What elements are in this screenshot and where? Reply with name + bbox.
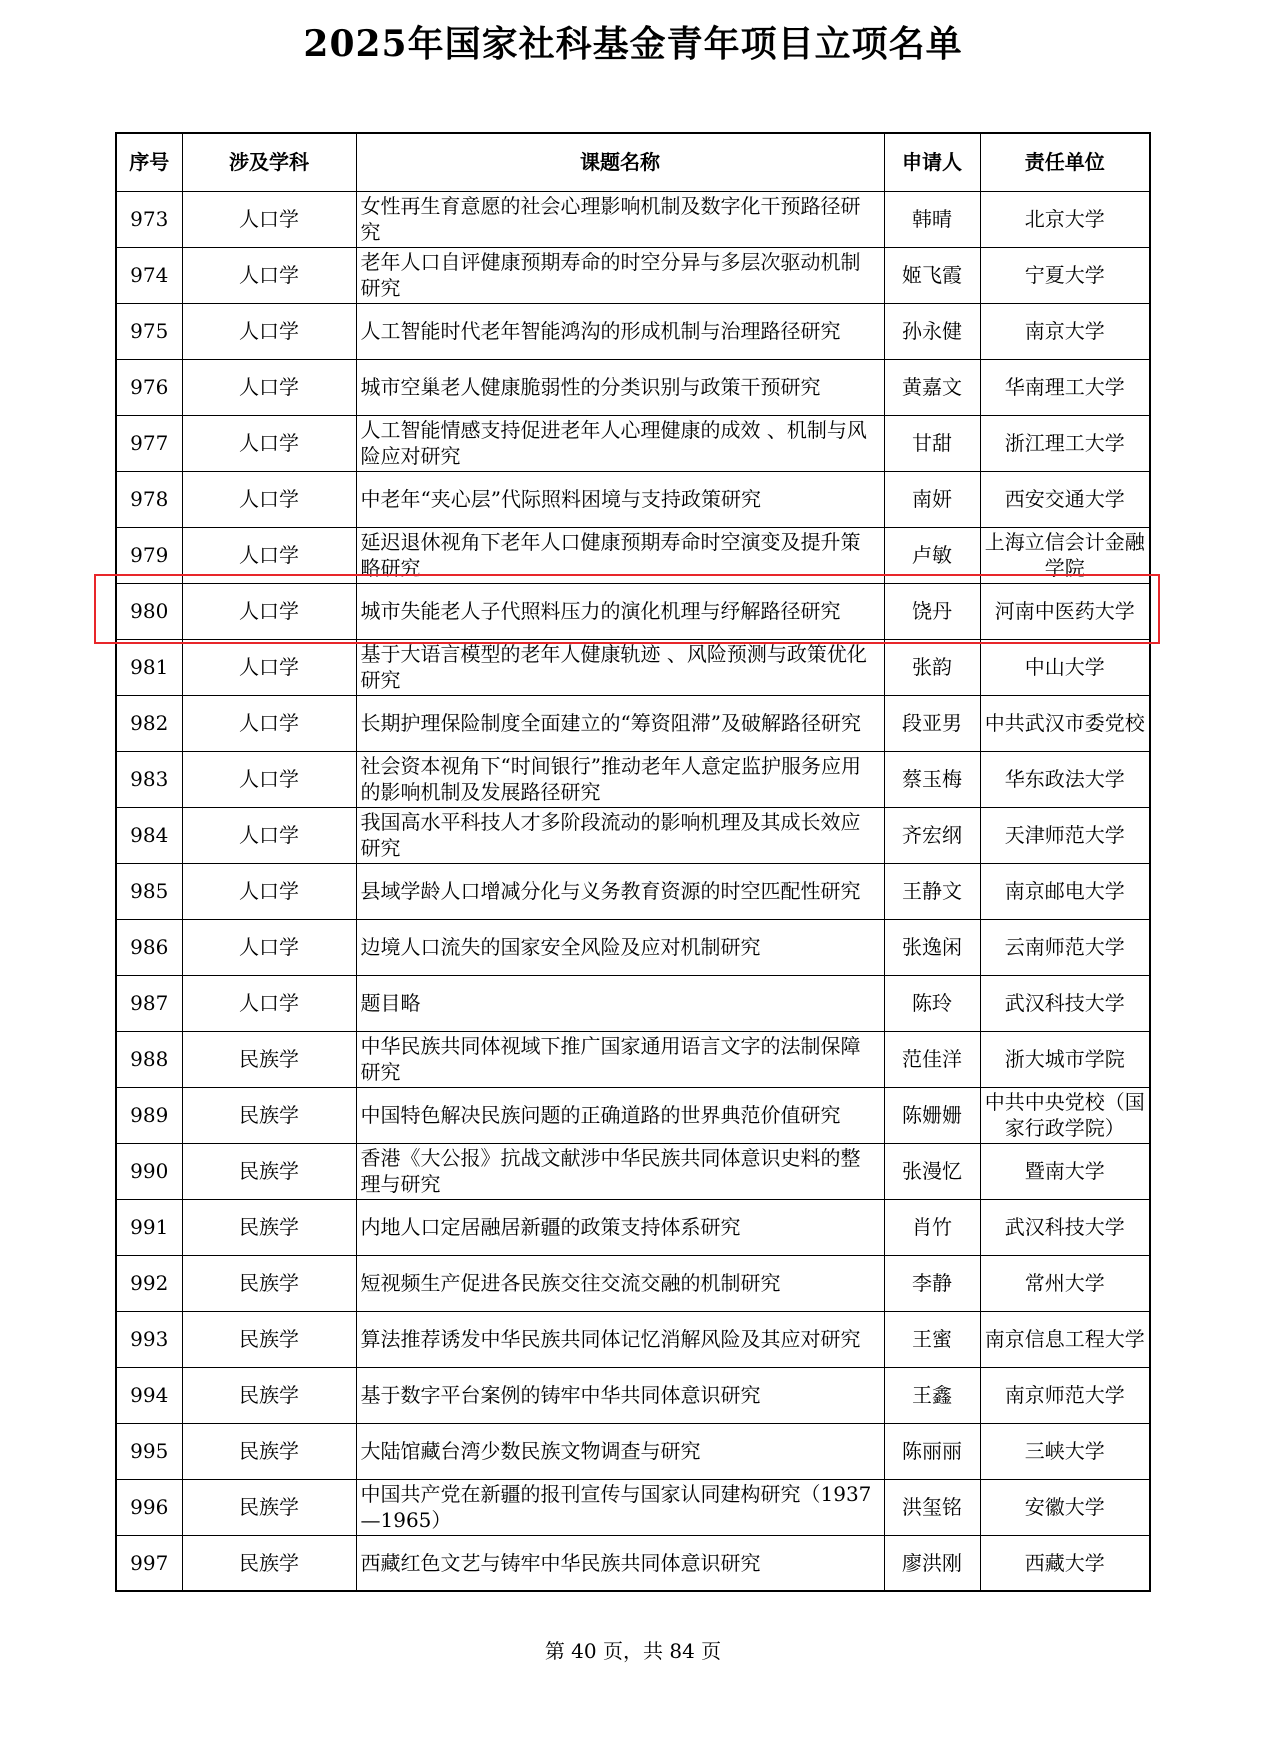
cell-number: 981 (116, 639, 182, 695)
cell-discipline: 人口学 (182, 975, 356, 1031)
cell-applicant: 南妍 (884, 471, 980, 527)
cell-applicant: 李静 (884, 1255, 980, 1311)
cell-topic: 基于数字平台案例的铸牢中华共同体意识研究 (356, 1367, 884, 1423)
cell-discipline: 人口学 (182, 303, 356, 359)
cell-institution: 暨南大学 (980, 1143, 1150, 1199)
cell-discipline: 人口学 (182, 751, 356, 807)
cell-discipline: 人口学 (182, 527, 356, 583)
table-row (116, 695, 1150, 751)
cell-number: 974 (116, 247, 182, 303)
table-row (116, 1479, 1150, 1535)
table-row (116, 415, 1150, 471)
cell-applicant: 饶丹 (884, 583, 980, 639)
cell-institution: 南京大学 (980, 303, 1150, 359)
cell-institution: 天津师范大学 (980, 807, 1150, 863)
table-row (116, 975, 1150, 1031)
cell-number: 989 (116, 1087, 182, 1143)
cell-number: 993 (116, 1311, 182, 1367)
cell-applicant: 韩晴 (884, 191, 980, 247)
cell-number: 997 (116, 1535, 182, 1591)
cell-institution: 常州大学 (980, 1255, 1150, 1311)
cell-applicant: 蔡玉梅 (884, 751, 980, 807)
cell-applicant: 肖竹 (884, 1199, 980, 1255)
table-row (116, 807, 1150, 863)
cell-number: 990 (116, 1143, 182, 1199)
cell-institution: 上海立信会计金融学院 (980, 527, 1150, 583)
cell-institution: 武汉科技大学 (980, 975, 1150, 1031)
cell-topic: 老年人口自评健康预期寿命的时空分异与多层次驱动机制研究 (356, 247, 884, 303)
cell-number: 996 (116, 1479, 182, 1535)
cell-number: 982 (116, 695, 182, 751)
cell-topic: 中国特色解决民族问题的正确道路的世界典范价值研究 (356, 1087, 884, 1143)
cell-applicant: 张韵 (884, 639, 980, 695)
page-title: 2025年国家社科基金青年项目立项名单 (303, 23, 963, 65)
cell-institution: 浙大城市学院 (980, 1031, 1150, 1087)
cell-number: 980 (116, 583, 182, 639)
cell-discipline: 民族学 (182, 1199, 356, 1255)
table-row (116, 583, 1150, 639)
cell-discipline: 民族学 (182, 1311, 356, 1367)
cell-number: 975 (116, 303, 182, 359)
cell-institution: 三峡大学 (980, 1423, 1150, 1479)
cell-number: 977 (116, 415, 182, 471)
cell-discipline: 人口学 (182, 583, 356, 639)
cell-topic: 西藏红色文艺与铸牢中华民族共同体意识研究 (356, 1535, 884, 1591)
cell-applicant: 张漫忆 (884, 1143, 980, 1199)
cell-institution: 宁夏大学 (980, 247, 1150, 303)
header-discipline: 涉及学科 (182, 133, 356, 191)
cell-topic: 中老年“夹心层”代际照料困境与支持政策研究 (356, 471, 884, 527)
cell-discipline: 人口学 (182, 471, 356, 527)
cell-topic: 中国共产党在新疆的报刊宣传与国家认同建构研究（1937—1965） (356, 1479, 884, 1535)
cell-topic: 我国高水平科技人才多阶段流动的影响机理及其成长效应研究 (356, 807, 884, 863)
table-row (116, 1031, 1150, 1087)
cell-topic: 算法推荐诱发中华民族共同体记忆消解风险及其应对研究 (356, 1311, 884, 1367)
cell-discipline: 人口学 (182, 639, 356, 695)
table-header-row (116, 133, 1150, 191)
cell-discipline: 民族学 (182, 1479, 356, 1535)
cell-topic: 城市空巢老人健康脆弱性的分类识别与政策干预研究 (356, 359, 884, 415)
cell-discipline: 人口学 (182, 807, 356, 863)
table-row (116, 1199, 1150, 1255)
cell-institution: 中山大学 (980, 639, 1150, 695)
cell-applicant: 黄嘉文 (884, 359, 980, 415)
cell-institution: 南京信息工程大学 (980, 1311, 1150, 1367)
table-body (116, 191, 1150, 1591)
table-row (116, 1535, 1150, 1591)
table-row (116, 1087, 1150, 1143)
header-applicant: 申请人 (884, 133, 980, 191)
table-row (116, 863, 1150, 919)
cell-applicant: 段亚男 (884, 695, 980, 751)
cell-topic: 香港《大公报》抗战文献涉中华民族共同体意识史料的整理与研究 (356, 1143, 884, 1199)
header-institution: 责任单位 (980, 133, 1150, 191)
cell-topic: 内地人口定居融居新疆的政策支持体系研究 (356, 1199, 884, 1255)
cell-institution: 中共中央党校（国家行政学院） (980, 1087, 1150, 1143)
table-row (116, 471, 1150, 527)
cell-discipline: 人口学 (182, 695, 356, 751)
cell-applicant: 王鑫 (884, 1367, 980, 1423)
table-row (116, 191, 1150, 247)
table-row (116, 1423, 1150, 1479)
cell-discipline: 民族学 (182, 1535, 356, 1591)
cell-number: 991 (116, 1199, 182, 1255)
cell-applicant: 陈玲 (884, 975, 980, 1031)
cell-discipline: 人口学 (182, 919, 356, 975)
table-row (116, 919, 1150, 975)
cell-number: 995 (116, 1423, 182, 1479)
cell-number: 986 (116, 919, 182, 975)
cell-topic: 边境人口流失的国家安全风险及应对机制研究 (356, 919, 884, 975)
cell-institution: 云南师范大学 (980, 919, 1150, 975)
cell-topic: 城市失能老人子代照料压力的演化机理与纾解路径研究 (356, 583, 884, 639)
cell-discipline: 民族学 (182, 1367, 356, 1423)
cell-discipline: 人口学 (182, 863, 356, 919)
cell-applicant: 王蜜 (884, 1311, 980, 1367)
cell-applicant: 陈丽丽 (884, 1423, 980, 1479)
cell-applicant: 范佳洋 (884, 1031, 980, 1087)
cell-number: 987 (116, 975, 182, 1031)
cell-institution: 华南理工大学 (980, 359, 1150, 415)
cell-applicant: 孙永健 (884, 303, 980, 359)
cell-number: 979 (116, 527, 182, 583)
cell-institution: 安徽大学 (980, 1479, 1150, 1535)
cell-topic: 人工智能情感支持促进老年人心理健康的成效 、机制与风险应对研究 (356, 415, 884, 471)
table-row (116, 751, 1150, 807)
cell-discipline: 民族学 (182, 1031, 356, 1087)
cell-number: 985 (116, 863, 182, 919)
cell-topic: 短视频生产促进各民族交往交流交融的机制研究 (356, 1255, 884, 1311)
cell-applicant: 洪玺铭 (884, 1479, 980, 1535)
table-row (116, 247, 1150, 303)
cell-institution: 武汉科技大学 (980, 1199, 1150, 1255)
cell-discipline: 人口学 (182, 247, 356, 303)
cell-applicant: 卢敏 (884, 527, 980, 583)
cell-institution: 北京大学 (980, 191, 1150, 247)
cell-number: 976 (116, 359, 182, 415)
header-number: 序号 (116, 133, 182, 191)
cell-applicant: 张逸闲 (884, 919, 980, 975)
cell-discipline: 人口学 (182, 415, 356, 471)
table-row (116, 303, 1150, 359)
table-row (116, 1143, 1150, 1199)
header-topic: 课题名称 (356, 133, 884, 191)
cell-number: 973 (116, 191, 182, 247)
cell-applicant: 王静文 (884, 863, 980, 919)
cell-topic: 县域学龄人口增减分化与义务教育资源的时空匹配性研究 (356, 863, 884, 919)
cell-topic: 题目略 (356, 975, 884, 1031)
project-list-table (115, 132, 1151, 1592)
table-row (116, 1311, 1150, 1367)
cell-applicant: 齐宏纲 (884, 807, 980, 863)
cell-institution: 西安交通大学 (980, 471, 1150, 527)
cell-institution: 西藏大学 (980, 1535, 1150, 1591)
cell-topic: 基于大语言模型的老年人健康轨迹 、风险预测与政策优化研究 (356, 639, 884, 695)
cell-applicant: 陈姗姗 (884, 1087, 980, 1143)
cell-topic: 人工智能时代老年智能鸿沟的形成机制与治理路径研究 (356, 303, 884, 359)
cell-applicant: 姬飞霞 (884, 247, 980, 303)
cell-discipline: 人口学 (182, 359, 356, 415)
cell-topic: 女性再生育意愿的社会心理影响机制及数字化干预路径研究 (356, 191, 884, 247)
cell-institution: 南京邮电大学 (980, 863, 1150, 919)
cell-topic: 社会资本视角下“时间银行”推动老年人意定监护服务应用的影响机制及发展路径研究 (356, 751, 884, 807)
cell-discipline: 民族学 (182, 1143, 356, 1199)
cell-number: 978 (116, 471, 182, 527)
cell-applicant: 甘甜 (884, 415, 980, 471)
cell-discipline: 民族学 (182, 1087, 356, 1143)
table-row (116, 1367, 1150, 1423)
cell-number: 988 (116, 1031, 182, 1087)
cell-discipline: 民族学 (182, 1255, 356, 1311)
cell-topic: 中华民族共同体视域下推广国家通用语言文字的法制保障研究 (356, 1031, 884, 1087)
cell-number: 984 (116, 807, 182, 863)
cell-applicant: 廖洪刚 (884, 1535, 980, 1591)
page-footer: 第 40 页，共 84 页 (544, 1639, 722, 1663)
cell-topic: 延迟退休视角下老年人口健康预期寿命时空演变及提升策略研究 (356, 527, 884, 583)
cell-institution: 南京师范大学 (980, 1367, 1150, 1423)
cell-discipline: 民族学 (182, 1423, 356, 1479)
cell-institution: 华东政法大学 (980, 751, 1150, 807)
cell-number: 992 (116, 1255, 182, 1311)
cell-institution: 中共武汉市委党校 (980, 695, 1150, 751)
table-row (116, 639, 1150, 695)
cell-number: 983 (116, 751, 182, 807)
cell-discipline: 人口学 (182, 191, 356, 247)
cell-topic: 长期护理保险制度全面建立的“筹资阻滞”及破解路径研究 (356, 695, 884, 751)
table-row (116, 527, 1150, 583)
cell-topic: 大陆馆藏台湾少数民族文物调查与研究 (356, 1423, 884, 1479)
table-row (116, 1255, 1150, 1311)
cell-institution: 河南中医药大学 (980, 583, 1150, 639)
cell-institution: 浙江理工大学 (980, 415, 1150, 471)
table-row (116, 359, 1150, 415)
cell-number: 994 (116, 1367, 182, 1423)
